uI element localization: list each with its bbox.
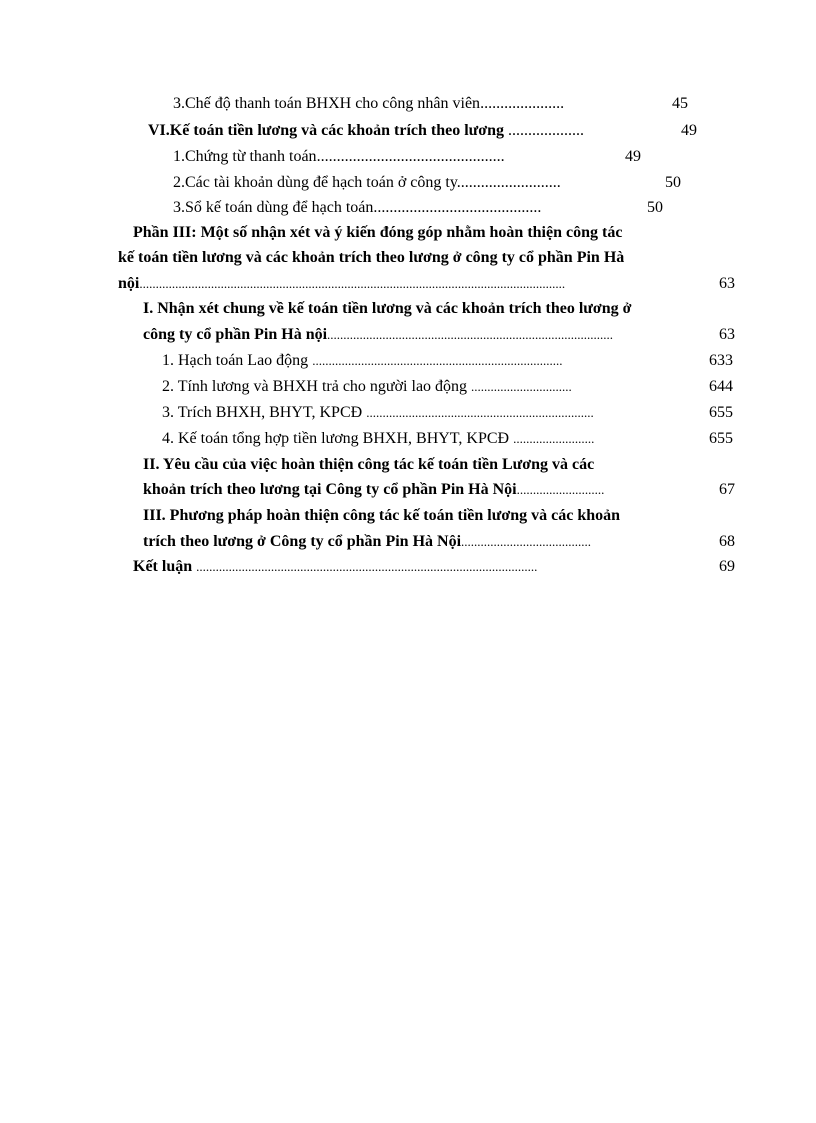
toc-text: 2. Tính lương và BHXH trả cho người lao động [162,378,468,395]
toc-entry-salary [162,376,572,398]
toc-entry-labor [162,350,562,372]
toc-leader: ...................................................................... [366,405,594,420]
toc-part-iii-line3 [118,273,565,295]
toc-page-number: 655 [709,404,733,421]
toc-page-number: 49 [625,148,641,165]
toc-text: 1. Hạch toán Lao động [162,352,309,369]
toc-page-number: 67 [719,481,735,498]
toc-leader: ............................................................................. [312,353,563,368]
toc-entry-vouchers [173,146,505,168]
toc-section-i-line1: I. Nhận xét chung về kế toán tiền lương và các khoản trích theo lương ở [143,300,632,317]
toc-text: trích theo lương ở Công ty cổ phần Pin Hà Nội [143,533,462,550]
toc-page-number: 49 [681,122,697,139]
toc-leader: ............................................... [316,148,505,165]
toc-page-number: 68 [719,533,735,550]
toc-text: khoản trích theo lương tại Công ty cổ phần Pin Hà Nội [143,481,517,498]
toc-leader: ............................... [471,379,572,394]
toc-leader: ........................................................................................ [327,327,614,342]
toc-page-number: 50 [665,174,681,191]
toc-text: 2.Các tài khoản dùng để hạch toán ở công ty [173,174,457,191]
toc-leader: ........................... [516,482,605,497]
toc-text: 3. Trích BHXH, BHYT, KPCĐ [162,404,363,421]
toc-text: 3.Chế độ thanh toán BHXH cho công nhân viên [173,95,481,112]
toc-leader: ..................... [480,95,565,112]
toc-leader: .......................................... [373,199,542,216]
toc-entry-bhxh-payment [173,93,564,115]
toc-text: Kết luận [133,558,193,575]
toc-entry-accounts [173,172,561,194]
toc-text: 4. Kế toán tổng hợp tiền lương BHXH, BHYT, KPCĐ [162,430,510,447]
toc-text: công ty cổ phần Pin Hà nội [143,326,328,343]
toc-leader: .......................... [456,174,561,191]
toc-conclusion [133,556,537,578]
toc-leader: ................... [508,122,585,139]
toc-section-iii-line1: III. Phương pháp hoàn thiện công tác kế toán tiền lương và các khoản [143,507,621,524]
toc-leader: ......................................................................................................... [196,559,538,574]
toc-page-number: 69 [719,558,735,575]
toc-page-number: 63 [719,326,735,343]
toc-part-iii-line2: kế toán tiền lương và các khoản trích theo lương ở công ty cổ phần Pin Hà [118,249,625,266]
toc-page-number: 633 [709,352,733,369]
toc-page-number: 45 [672,95,688,112]
toc-page-number: 644 [709,378,733,395]
toc-section-ii-line1: II. Yêu cầu của việc hoàn thiện công tác kế toán tiền Lương và các [143,456,595,473]
toc-page-number: 63 [719,275,735,292]
toc-leader: ................................................................................................................................... [139,276,566,291]
toc-section-i-line2 [143,324,613,346]
toc-text: 1.Chứng từ thanh toán [173,148,317,165]
toc-section-iii-line2 [143,531,591,553]
toc-entry-ledgers [173,197,541,219]
toc-text: 3.Sổ kế toán dùng để hạch toán [173,199,374,216]
toc-section-ii-line2 [143,479,604,501]
toc-leader: ......................... [513,431,595,446]
toc-text: VI.Kế toán tiền lương và các khoản trích theo lương [148,122,505,139]
toc-entry-summary [162,428,594,450]
toc-page-number: 655 [709,430,733,447]
toc-page-number: 50 [647,199,663,216]
toc-text: nội [118,275,140,292]
toc-part-iii-line1: Phần III: Một số nhận xét và ý kiến đóng góp nhằm hoàn thiện công tác [133,224,623,241]
toc-entry-deductions [162,402,594,424]
toc-leader: ........................................ [461,534,592,549]
toc-section-vi [148,120,584,142]
